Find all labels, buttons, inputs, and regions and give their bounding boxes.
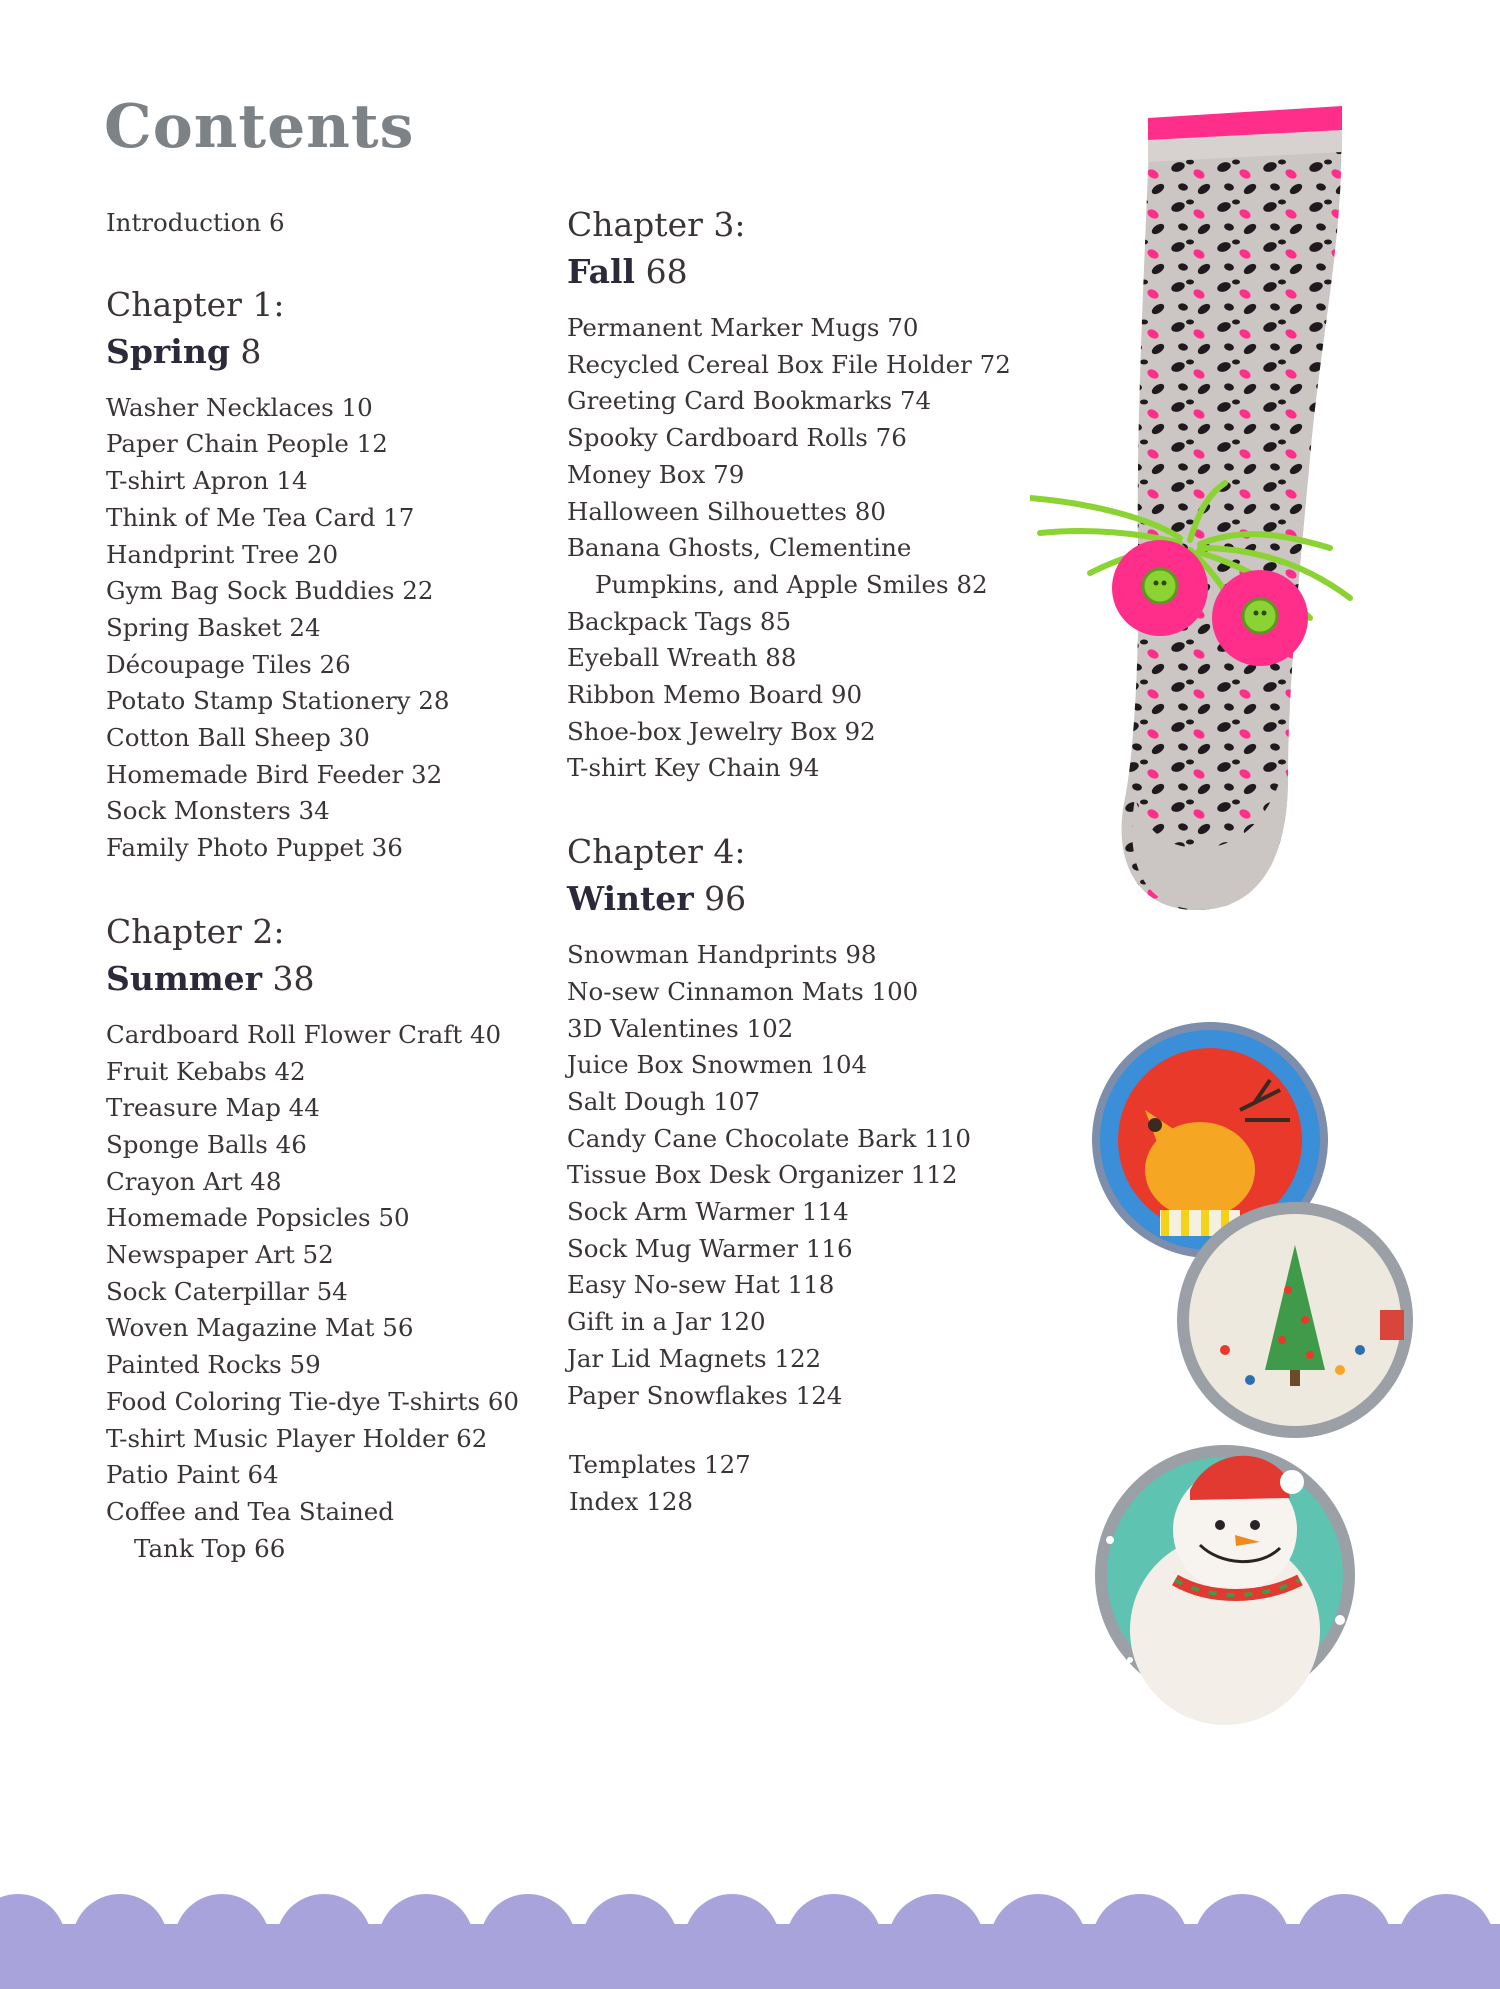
toc-item[interactable]: Gym Bag Sock Buddies 22 bbox=[106, 576, 434, 606]
toc-index[interactable]: Index 128 bbox=[569, 1486, 694, 1516]
chapter-name: Winter bbox=[567, 879, 694, 919]
chapter-summer bbox=[106, 909, 519, 1568]
toc-item[interactable]: No-sew Cinnamon Mats 100 bbox=[567, 976, 919, 1006]
page-title: Contents bbox=[104, 92, 415, 162]
toc-item[interactable]: Cardboard Roll Flower Craft 40 bbox=[106, 1019, 502, 1049]
toc-item[interactable]: Salt Dough 107 bbox=[567, 1086, 761, 1116]
toc-item[interactable]: Tissue Box Desk Organizer 112 bbox=[567, 1160, 958, 1190]
chapter-name: Fall bbox=[567, 252, 636, 291]
toc-column-left bbox=[106, 205, 519, 1609]
chapter-label: Chapter 1: bbox=[106, 284, 285, 324]
toc-item[interactable]: T-shirt Music Player Holder 62 bbox=[106, 1423, 488, 1453]
toc-item[interactable]: 3D Valentines 102 bbox=[567, 1013, 794, 1043]
toc-item[interactable]: Candy Cane Chocolate Bark 110 bbox=[567, 1123, 971, 1153]
toc-item[interactable]: T-shirt Key Chain 94 bbox=[567, 753, 820, 783]
toc-item[interactable]: Easy No-sew Hat 118 bbox=[567, 1270, 835, 1300]
toc-item[interactable]: Painted Rocks 59 bbox=[106, 1350, 321, 1380]
toc-item[interactable]: Jar Lid Magnets 122 bbox=[567, 1343, 822, 1373]
toc-item[interactable]: Eyeball Wreath 88 bbox=[567, 643, 797, 673]
toc-item[interactable]: Homemade Popsicles 50 bbox=[106, 1203, 410, 1233]
toc-item[interactable]: Potato Stamp Stationery 28 bbox=[106, 686, 450, 716]
toc-item[interactable]: Paper Chain People 12 bbox=[106, 429, 388, 459]
toc-item[interactable]: Sock Arm Warmer 114 bbox=[567, 1197, 849, 1227]
toc-item[interactable]: Homemade Bird Feeder 32 bbox=[106, 759, 443, 789]
chapter-heading[interactable] bbox=[567, 202, 1011, 296]
toc-item[interactable]: Ribbon Memo Board 90 bbox=[567, 680, 863, 710]
toc-item[interactable]: Découpage Tiles 26 bbox=[106, 649, 351, 679]
toc-item[interactable]: Spooky Cardboard Rolls 76 bbox=[567, 423, 907, 453]
toc-item[interactable]: Paper Snowflakes 124 bbox=[567, 1380, 843, 1410]
toc-item-continued[interactable]: Pumpkins, and Apple Smiles 82 bbox=[595, 569, 988, 599]
toc-intro[interactable]: Introduction 6 bbox=[106, 208, 285, 237]
toc-item[interactable]: Fruit Kebabs 42 bbox=[106, 1056, 306, 1086]
chapter-fall bbox=[567, 202, 1011, 787]
toc-item[interactable]: Spring Basket 24 bbox=[106, 612, 321, 642]
chapter-name: Summer bbox=[106, 958, 263, 998]
chapter-heading[interactable] bbox=[567, 829, 1011, 923]
toc-item[interactable]: Woven Magazine Mat 56 bbox=[106, 1313, 414, 1343]
chapter-heading[interactable] bbox=[106, 909, 519, 1003]
toc-item[interactable]: Snowman Handprints 98 bbox=[567, 940, 877, 970]
toc-item[interactable]: Greeting Card Bookmarks 74 bbox=[567, 386, 932, 416]
toc-item[interactable]: Crayon Art 48 bbox=[106, 1166, 282, 1196]
chapter-page: 8 bbox=[240, 331, 262, 371]
chapter-page: 38 bbox=[272, 958, 315, 998]
toc-item[interactable]: Washer Necklaces 10 bbox=[106, 392, 373, 422]
chapter-winter bbox=[567, 829, 1011, 1414]
chapter-page: 68 bbox=[645, 252, 688, 291]
scalloped-border bbox=[0, 1894, 1500, 1989]
toc-item[interactable]: Sock Monsters 34 bbox=[106, 796, 330, 826]
toc-item[interactable]: Newspaper Art 52 bbox=[106, 1240, 334, 1270]
toc-item[interactable]: Halloween Silhouettes 80 bbox=[567, 496, 886, 526]
chapter-label: Chapter 4: bbox=[567, 832, 746, 872]
toc-item[interactable]: Sock Mug Warmer 116 bbox=[567, 1233, 853, 1263]
toc-column-right bbox=[567, 202, 1011, 1456]
toc-item[interactable]: Backpack Tags 85 bbox=[567, 606, 792, 636]
toc-item[interactable]: Treasure Map 44 bbox=[106, 1093, 320, 1123]
toc-item[interactable]: Sponge Balls 46 bbox=[106, 1129, 307, 1159]
toc-item-continued[interactable]: Tank Top 66 bbox=[134, 1533, 286, 1563]
toc-item[interactable]: Money Box 79 bbox=[567, 459, 745, 489]
toc-item[interactable]: Permanent Marker Mugs 70 bbox=[567, 313, 919, 342]
toc-item[interactable]: Recycled Cereal Box File Holder 72 bbox=[567, 349, 1011, 379]
toc-item[interactable]: Juice Box Snowmen 104 bbox=[567, 1050, 868, 1080]
sock-monster-photo bbox=[1030, 78, 1450, 978]
toc-back-matter bbox=[569, 1447, 751, 1520]
toc-item[interactable]: Think of Me Tea Card 17 bbox=[106, 502, 415, 532]
toc-item[interactable]: Coffee and Tea Stained bbox=[106, 1496, 394, 1526]
toc-item[interactable]: Handprint Tree 20 bbox=[106, 539, 339, 569]
chapter-page: 96 bbox=[704, 879, 747, 919]
chapter-spring bbox=[106, 282, 519, 867]
toc-item[interactable]: Gift in a Jar 120 bbox=[567, 1307, 766, 1337]
toc-item[interactable]: Cotton Ball Sheep 30 bbox=[106, 723, 370, 753]
toc-templates[interactable]: Templates 127 bbox=[569, 1450, 751, 1479]
toc-item[interactable]: Patio Paint 64 bbox=[106, 1460, 279, 1490]
chapter-heading[interactable] bbox=[106, 282, 519, 376]
toc-item[interactable]: Shoe-box Jewelry Box 92 bbox=[567, 716, 876, 746]
chapter-name: Spring bbox=[106, 331, 230, 371]
toc-item[interactable]: Sock Caterpillar 54 bbox=[106, 1276, 348, 1306]
toc-item[interactable]: Banana Ghosts, Clementine bbox=[567, 533, 912, 563]
toc-item[interactable]: Family Photo Puppet 36 bbox=[106, 833, 403, 863]
toc-item[interactable]: Food Coloring Tie-dye T-shirts 60 bbox=[106, 1386, 520, 1416]
chapter-label: Chapter 3: bbox=[567, 205, 746, 244]
chapter-label: Chapter 2: bbox=[106, 911, 285, 951]
jar-lid-magnets-photo bbox=[1050, 1020, 1470, 1780]
toc-item[interactable]: T-shirt Apron 14 bbox=[106, 466, 308, 496]
